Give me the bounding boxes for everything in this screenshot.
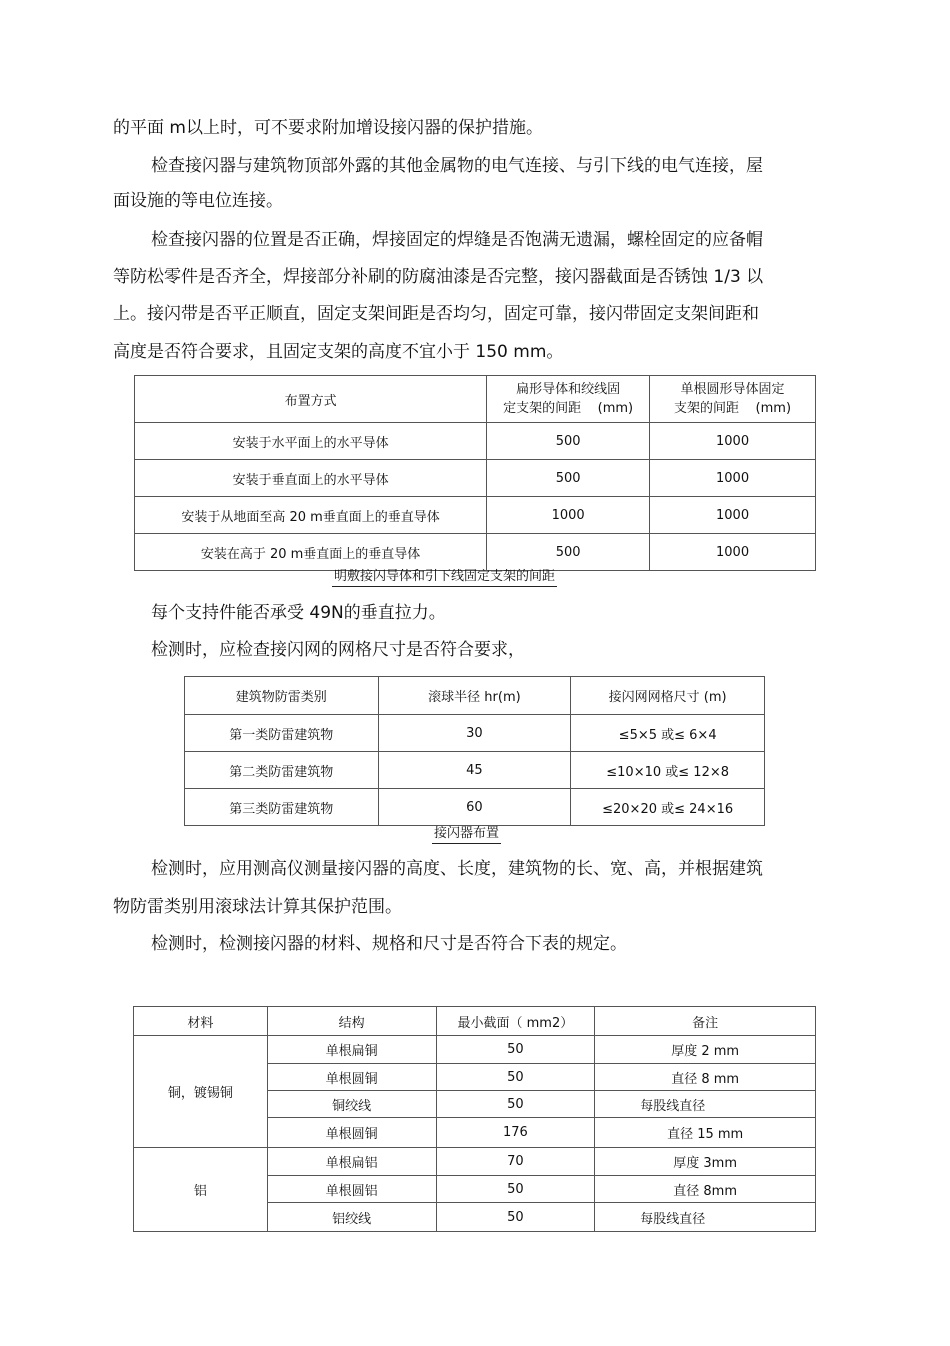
table3-cell: 单根扁铝	[267, 1148, 436, 1176]
table3-cell: 直径 8mm	[595, 1176, 816, 1203]
para-line-5: 等防松零件是否齐全，焊接部分补刷的防腐油漆是否完整，接闪器截面是否锈蚀 1/3 以	[113, 267, 764, 287]
table2-cell: ≤20×20 或≤ 24×16	[571, 789, 765, 826]
table3-cell: 50	[436, 1203, 595, 1232]
table3-cell: 每股线直径	[595, 1091, 816, 1118]
table3-cell: 直径 8 mm	[595, 1064, 816, 1091]
para-line-4: 检查接闪器的位置是否正确，焊接固定的焊缝是否饱满无遗漏，螺栓固定的应备帽	[151, 230, 763, 250]
table3-cell: 单根圆铜	[267, 1064, 436, 1091]
table3-cell: 50	[436, 1064, 595, 1091]
table3-cell: 铜绞线	[267, 1091, 436, 1118]
table3-header-remark: 备注	[595, 1007, 816, 1036]
para-line-1: 的平面 m以上时，可不要求附加增设接闪器的保护措施。	[113, 118, 543, 138]
table3-material-aluminum: 铝	[134, 1148, 268, 1232]
table1-caption: 明敷接闪导体和引下线固定支架的间距	[332, 569, 557, 587]
table3-cell: 铝绞线	[267, 1203, 436, 1232]
table3-cell: 直径 15 mm	[595, 1118, 816, 1148]
table1-cell: 安装于垂直面上的水平导体	[135, 460, 487, 497]
table3-header-section: 最小截面（ mm2）	[436, 1007, 595, 1036]
table2-header-class: 建筑物防雷类别	[185, 677, 379, 715]
para-line-12: 检测时，检测接闪器的材料、规格和尺寸是否符合下表的规定。	[151, 934, 627, 954]
para-line-8: 每个支持件能否承受 49N的垂直拉力。	[151, 603, 446, 623]
table3-cell: 单根圆铝	[267, 1176, 436, 1203]
table2-caption: 接闪器布置	[432, 826, 501, 844]
table1-header-flat: 扁形导体和绞线固 定支架的间距 (mm)	[487, 376, 650, 423]
mesh-size-table	[184, 676, 765, 826]
table2-cell: ≤5×5 或≤ 6×4	[571, 715, 765, 752]
table3-header-material: 材料	[134, 1007, 268, 1036]
para-line-11: 物防雷类别用滚球法计算其保护范围。	[113, 897, 402, 917]
table1-cell: 1000	[650, 497, 816, 534]
table3-cell: 单根圆铜	[267, 1118, 436, 1148]
table1-cell: 安装于水平面上的水平导体	[135, 423, 487, 460]
para-line-3: 面设施的等电位连接。	[113, 191, 283, 211]
table2-cell: 45	[378, 752, 571, 789]
table1-cell: 500	[487, 534, 650, 571]
support-spacing-table	[134, 375, 816, 571]
table2-header-radius: 滚球半径 hr(m)	[378, 677, 571, 715]
table3-cell: 每股线直径	[595, 1203, 816, 1232]
table2-cell: 30	[378, 715, 571, 752]
para-line-6: 上。接闪带是否平正顺直，固定支架间距是否均匀，固定可靠，接闪带固定支架间距和	[113, 304, 759, 324]
table2-cell: 第三类防雷建筑物	[185, 789, 379, 826]
table3-cell: 厚度 3mm	[595, 1148, 816, 1176]
table2-header-mesh: 接闪网网格尺寸 (m)	[571, 677, 765, 715]
table1-header-arrangement: 布置方式	[135, 376, 487, 423]
table3-header-structure: 结构	[267, 1007, 436, 1036]
table1-cell: 500	[487, 460, 650, 497]
table3-cell: 50	[436, 1091, 595, 1118]
table1-cell: 1000	[487, 497, 650, 534]
para-line-7: 高度是否符合要求，且固定支架的高度不宜小于 150 mm。	[113, 342, 564, 362]
table1-cell: 500	[487, 423, 650, 460]
table3-cell: 70	[436, 1148, 595, 1176]
table2-cell: 第一类防雷建筑物	[185, 715, 379, 752]
table3-cell: 176	[436, 1118, 595, 1148]
table3-cell: 厚度 2 mm	[595, 1036, 816, 1064]
table2-cell: 第二类防雷建筑物	[185, 752, 379, 789]
para-line-2: 检查接闪器与建筑物顶部外露的其他金属物的电气连接、与引下线的电气连接，屋	[151, 156, 763, 176]
table1-cell: 安装在高于 20 m垂直面上的垂直导体	[135, 534, 487, 571]
table3-cell: 50	[436, 1176, 595, 1203]
table3-cell: 单根扁铜	[267, 1036, 436, 1064]
table2-cell: 60	[378, 789, 571, 826]
table1-header-round: 单根圆形导体固定 支架的间距 (mm)	[650, 376, 816, 423]
table3-cell: 50	[436, 1036, 595, 1064]
table1-cell: 安装于从地面至高 20 m垂直面上的垂直导体	[135, 497, 487, 534]
material-spec-table	[133, 1006, 816, 1232]
table2-cell: ≤10×10 或≤ 12×8	[571, 752, 765, 789]
table1-cell: 1000	[650, 534, 816, 571]
para-line-10: 检测时，应用测高仪测量接闪器的高度、长度，建筑物的长、宽、高，并根据建筑	[151, 859, 763, 879]
table3-material-copper: 铜，镀锡铜	[134, 1036, 268, 1148]
para-line-9: 检测时，应检查接闪网的网格尺寸是否符合要求，	[151, 640, 525, 660]
table1-cell: 1000	[650, 423, 816, 460]
table1-cell: 1000	[650, 460, 816, 497]
